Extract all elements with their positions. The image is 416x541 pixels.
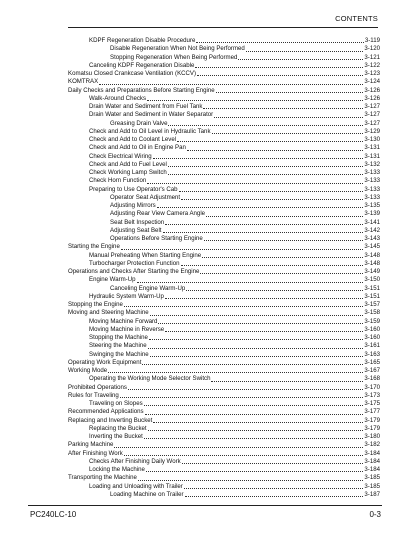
- dot-leader: [121, 244, 364, 250]
- toc-entry-title: Turbocharger Protection Function: [89, 259, 180, 267]
- toc-entry-page: 3-148: [364, 259, 380, 267]
- toc-entry-page: 3-184: [364, 457, 380, 465]
- dot-leader: [148, 343, 364, 349]
- toc-entry[interactable]: [68, 417, 380, 425]
- toc-entry-page: 3-160: [364, 325, 380, 333]
- toc-entry-title: Stopping Regeneration When Being Performed: [110, 53, 238, 61]
- toc-entry-title: Adjusting Seat Belt: [110, 226, 162, 234]
- toc-entry-page: 3-158: [364, 309, 380, 317]
- toc-entry-title: Operating Work Equipment: [68, 358, 142, 366]
- dot-leader: [196, 37, 364, 43]
- toc-entry-title: Seat Belt Inspection: [110, 218, 165, 226]
- toc-entry-page: 3-143: [364, 235, 380, 242]
- dot-leader: [184, 483, 364, 489]
- dot-leader: [195, 62, 363, 68]
- toc-entry[interactable]: [68, 301, 380, 309]
- toc-entry-title: Operating the Working Mode Selector Switch: [89, 375, 211, 383]
- toc-entry-page: 3-133: [364, 177, 380, 185]
- toc-entry-page: 3-133: [364, 193, 380, 201]
- toc-entry-page: 3-127: [364, 111, 380, 119]
- toc-entry-page: 3-184: [364, 449, 380, 457]
- toc-entry-page: 3-124: [364, 78, 380, 86]
- toc-entry-page: 3-168: [364, 375, 380, 383]
- toc-entry-title: Replacing the Bucket: [89, 424, 147, 432]
- toc-entry-title: Inverting the Bucket: [89, 433, 143, 440]
- toc-entry-page: 3-184: [364, 466, 380, 473]
- toc-entry-page: 3-131: [364, 144, 380, 152]
- toc-entry[interactable]: [68, 144, 380, 152]
- toc-entry-title: Rules for Traveling: [68, 391, 119, 399]
- toc-entry[interactable]: [68, 210, 380, 218]
- toc-entry[interactable]: [68, 111, 380, 119]
- toc-entry-title: Canceling KDPF Regeneration Disable: [89, 61, 195, 69]
- dot-leader: [128, 384, 363, 390]
- toc-entry-page: 3-185: [364, 482, 380, 490]
- toc-entry[interactable]: [68, 351, 380, 359]
- toc-entry-page: 3-126: [364, 86, 380, 94]
- dot-leader: [124, 450, 364, 456]
- toc-entry[interactable]: [68, 194, 380, 202]
- dot-leader: [137, 277, 364, 283]
- toc-entry-page: 3-133: [364, 185, 380, 193]
- toc-entry[interactable]: [68, 45, 380, 53]
- dot-leader: [182, 458, 364, 464]
- toc-entry-title: Moving Machine Forward: [89, 317, 158, 325]
- dot-leader: [153, 153, 364, 159]
- toc-entry-title: Hydraulic System Warm-Up: [89, 292, 164, 300]
- toc-entry[interactable]: [68, 128, 380, 136]
- toc-entry[interactable]: [68, 103, 380, 111]
- toc-entry[interactable]: [68, 392, 380, 400]
- toc-entry-title: Disable Regeneration When Not Being Performed: [110, 45, 245, 53]
- toc-entry-page: 3-165: [364, 358, 380, 366]
- toc-entry-title: Replacing and Inverting Bucket: [68, 416, 153, 424]
- dot-leader: [211, 376, 363, 382]
- toc-entry[interactable]: [68, 425, 380, 433]
- toc-entry-page: 3-141: [364, 218, 380, 226]
- toc-entry-title: Greasing Drain Valve: [110, 119, 168, 127]
- toc-entry[interactable]: [68, 384, 380, 392]
- toc-entry[interactable]: [68, 450, 380, 458]
- toc-entry-page: 3-121: [364, 53, 380, 61]
- dot-leader: [181, 194, 363, 200]
- toc-entry[interactable]: [68, 491, 380, 499]
- toc-entry-page: 3-161: [364, 342, 380, 350]
- toc-entry-title: Operator Seat Adjustment: [110, 193, 181, 201]
- toc-entry-page: 3-160: [364, 334, 380, 341]
- toc-entry-page: 3-127: [364, 103, 380, 110]
- toc-entry[interactable]: [68, 268, 380, 276]
- toc-entry-title: Operations and Checks After Starting the Engine: [68, 268, 200, 275]
- footer-page-number: 0-3: [369, 510, 381, 519]
- toc-entry[interactable]: [68, 326, 380, 334]
- toc-entry[interactable]: [68, 433, 380, 441]
- toc-entry[interactable]: [68, 342, 380, 350]
- toc-entry-title: Check Working Lamp Switch: [89, 169, 167, 176]
- toc-entry[interactable]: [68, 293, 380, 301]
- toc-entry[interactable]: [68, 252, 380, 260]
- toc-entry-title: Stopping the Engine: [68, 301, 123, 308]
- toc-entry[interactable]: [68, 153, 380, 161]
- toc-entry[interactable]: [68, 474, 380, 482]
- toc-entry[interactable]: [68, 483, 380, 491]
- toc-entry-title: Working Mode: [68, 367, 108, 374]
- toc-entry-page: 3-120: [364, 45, 380, 53]
- toc-entry[interactable]: [68, 227, 380, 235]
- toc-entry-title: Daily Checks and Preparations Before Starting Engine: [68, 86, 215, 94]
- dot-leader: [165, 293, 363, 299]
- toc-entry[interactable]: [68, 54, 380, 62]
- toc-entry-title: Swinging the Machine: [89, 350, 149, 358]
- toc-entry-title: Check Horn Function: [89, 177, 147, 185]
- toc-entry[interactable]: [68, 400, 380, 408]
- dot-leader: [138, 475, 364, 481]
- dot-leader: [150, 351, 364, 357]
- toc-entry-title: Adjusting Mirrors: [110, 202, 156, 209]
- toc-entry[interactable]: [68, 276, 380, 284]
- toc-entry-title: Walk-Around Checks: [89, 94, 147, 102]
- toc-entry-title: Drain Water and Sediment in Water Separator: [89, 111, 214, 119]
- footer-rule: [28, 505, 382, 506]
- toc-entry-page: 3-175: [364, 400, 380, 407]
- dot-leader: [186, 285, 363, 291]
- page-header-title: CONTENTS: [335, 14, 378, 23]
- toc-entry[interactable]: [68, 70, 380, 78]
- toc-entry-title: Manual Preheating When Starting Engine: [89, 251, 202, 259]
- toc-entry[interactable]: [68, 120, 380, 128]
- dot-leader: [185, 491, 364, 497]
- toc-entry-title: Check and Add to Oil in Engine Pan: [89, 144, 186, 152]
- dot-leader: [216, 87, 364, 93]
- dot-leader: [108, 367, 363, 373]
- dot-leader: [168, 120, 363, 126]
- toc-entry-page: 3-167: [364, 367, 380, 374]
- dot-leader: [99, 79, 363, 85]
- dot-leader: [177, 136, 363, 142]
- toc-entry[interactable]: [68, 441, 380, 449]
- toc-entry-page: 3-123: [364, 70, 380, 77]
- toc-entry-page: 3-135: [364, 202, 380, 209]
- dot-leader: [114, 442, 363, 448]
- toc-entry-title: Preparing to Use Operator's Cab: [89, 185, 178, 193]
- dot-leader: [153, 417, 363, 423]
- toc-entry[interactable]: [68, 375, 380, 383]
- toc-entry-page: 3-119: [364, 37, 380, 44]
- toc-entry-page: 3-132: [364, 160, 380, 168]
- toc-entry-title: Recommended Applications: [68, 408, 144, 416]
- toc-entry-title: Moving and Steering Machine: [68, 309, 149, 317]
- toc-entry[interactable]: [68, 359, 380, 367]
- toc-entry[interactable]: [68, 78, 380, 86]
- toc-entry[interactable]: [68, 136, 380, 144]
- dot-leader: [187, 145, 364, 151]
- toc-entry-title: Starting the Engine: [68, 243, 120, 251]
- toc-entry[interactable]: [68, 285, 380, 293]
- dot-leader: [165, 326, 363, 332]
- table-of-contents: [68, 37, 380, 499]
- toc-entry-page: 3-163: [364, 350, 380, 358]
- toc-entry-page: 3-139: [364, 210, 380, 218]
- toc-entry-title: Moving Machine in Reverse: [89, 325, 165, 333]
- toc-entry-page: 3-187: [364, 490, 380, 498]
- dot-leader: [158, 318, 363, 324]
- toc-entry[interactable]: [68, 458, 380, 466]
- dot-leader: [147, 178, 363, 184]
- toc-entry[interactable]: [68, 37, 380, 45]
- toc-entry[interactable]: [68, 219, 380, 227]
- dot-leader: [120, 392, 364, 398]
- toc-entry[interactable]: [68, 334, 380, 342]
- toc-entry-title: Locking the Machine: [89, 466, 145, 473]
- dot-leader: [246, 46, 364, 52]
- toc-entry-page: 3-148: [364, 251, 380, 259]
- toc-entry-page: 3-179: [364, 424, 380, 432]
- toc-entry-title: KOMTRAX: [68, 78, 99, 86]
- dot-leader: [204, 235, 364, 241]
- toc-entry[interactable]: [68, 87, 380, 95]
- dot-leader: [238, 54, 363, 60]
- toc-entry[interactable]: [68, 243, 380, 251]
- toc-entry[interactable]: [68, 260, 380, 268]
- toc-entry[interactable]: [68, 95, 380, 103]
- toc-entry-page: 3-150: [364, 276, 380, 284]
- dot-leader: [200, 268, 363, 274]
- dot-leader: [203, 103, 363, 109]
- toc-entry[interactable]: [68, 186, 380, 194]
- toc-entry-title: Loading Machine on Trailer: [110, 490, 184, 498]
- toc-entry-page: 3-177: [364, 408, 380, 416]
- header-rule: [68, 27, 378, 28]
- toc-entry-page: 3-127: [364, 119, 380, 127]
- toc-entry-page: 3-122: [364, 61, 380, 69]
- toc-entry[interactable]: [68, 169, 380, 177]
- toc-entry-title: Komatsu Closed Crankcase Ventilation (KCCV): [68, 70, 197, 77]
- toc-entry-page: 3-126: [364, 94, 380, 102]
- toc-entry-title: Traveling on Slopes: [89, 400, 143, 407]
- toc-entry-page: 3-130: [364, 136, 380, 143]
- dot-leader: [214, 112, 363, 118]
- dot-leader: [168, 161, 363, 167]
- dot-leader: [144, 433, 364, 439]
- toc-entry-page: 3-133: [364, 169, 380, 176]
- toc-entry-title: Check Electrical Wiring: [89, 152, 152, 160]
- toc-entry-title: Parking Machine: [68, 441, 114, 449]
- toc-entry[interactable]: [68, 202, 380, 210]
- toc-entry-title: KDPF Regeneration Disable Procedure: [89, 37, 196, 44]
- dot-leader: [146, 466, 364, 472]
- toc-entry-page: 3-157: [364, 301, 380, 308]
- footer-model: PC240LC-10: [30, 510, 77, 519]
- dot-leader: [144, 400, 364, 406]
- dot-leader: [197, 70, 363, 76]
- toc-entry-page: 3-151: [364, 284, 380, 292]
- toc-entry-title: Loading and Unloading with Trailer: [89, 482, 183, 490]
- dot-leader: [148, 425, 364, 431]
- dot-leader: [202, 252, 363, 258]
- dot-leader: [181, 260, 364, 266]
- toc-entry-page: 3-159: [364, 317, 380, 325]
- toc-entry-title: After Finishing Work: [68, 449, 123, 457]
- toc-entry-page: 3-182: [364, 441, 380, 449]
- toc-entry[interactable]: [68, 161, 380, 169]
- toc-entry-page: 3-180: [364, 433, 380, 440]
- toc-entry-title: Operations Before Starting Engine: [110, 235, 203, 242]
- toc-entry-page: 3-173: [364, 391, 380, 399]
- dot-leader: [157, 202, 364, 208]
- toc-entry-page: 3-142: [364, 226, 380, 234]
- dot-leader: [147, 95, 363, 101]
- toc-entry[interactable]: [68, 62, 380, 70]
- toc-entry[interactable]: [68, 309, 380, 317]
- dot-leader: [163, 227, 364, 233]
- toc-entry-title: Steering the Machine: [89, 342, 147, 350]
- toc-entry-page: 3-145: [364, 243, 380, 251]
- toc-entry-page: 3-131: [364, 152, 380, 160]
- toc-entry[interactable]: [68, 466, 380, 474]
- toc-entry-title: Check and Add to Coolant Level: [89, 136, 177, 143]
- toc-entry-page: 3-170: [364, 383, 380, 391]
- toc-entry[interactable]: [68, 235, 380, 243]
- toc-entry-page: 3-129: [364, 127, 380, 135]
- dot-leader: [150, 310, 364, 316]
- toc-entry-page: 3-179: [364, 416, 380, 424]
- toc-entry-title: Checks After Finishing Daily Work: [89, 457, 181, 465]
- toc-entry[interactable]: [68, 367, 380, 375]
- dot-leader: [206, 211, 363, 217]
- toc-entry-title: Check and Add to Fuel Level: [89, 160, 167, 168]
- dot-leader: [212, 128, 364, 134]
- toc-entry[interactable]: [68, 318, 380, 326]
- toc-entry-page: 3-151: [364, 292, 380, 300]
- toc-entry[interactable]: [68, 177, 380, 185]
- dot-leader: [179, 186, 364, 192]
- toc-entry-title: Prohibited Operations: [68, 383, 127, 391]
- toc-entry-title: Drain Water and Sediment from Fuel Tank: [89, 103, 203, 110]
- toc-entry-title: Transporting the Machine: [68, 474, 137, 482]
- dot-leader: [149, 334, 363, 340]
- dot-leader: [124, 301, 364, 307]
- dot-leader: [142, 359, 363, 365]
- toc-entry-title: Check and Add to Oil Level in Hydraulic Tank: [89, 127, 211, 135]
- toc-entry-title: Adjusting Rear View Camera Angle: [110, 210, 206, 218]
- dot-leader: [168, 169, 364, 175]
- dot-leader: [165, 219, 363, 225]
- toc-entry-page: 3-185: [364, 474, 380, 482]
- toc-entry-title: Stopping the Machine: [89, 334, 148, 341]
- toc-entry[interactable]: [68, 408, 380, 416]
- toc-entry-title: Engine Warm-Up: [89, 276, 136, 284]
- dot-leader: [145, 409, 364, 415]
- toc-entry-title: Canceling Engine Warm-Up: [110, 284, 186, 292]
- toc-entry-page: 3-149: [364, 268, 380, 275]
